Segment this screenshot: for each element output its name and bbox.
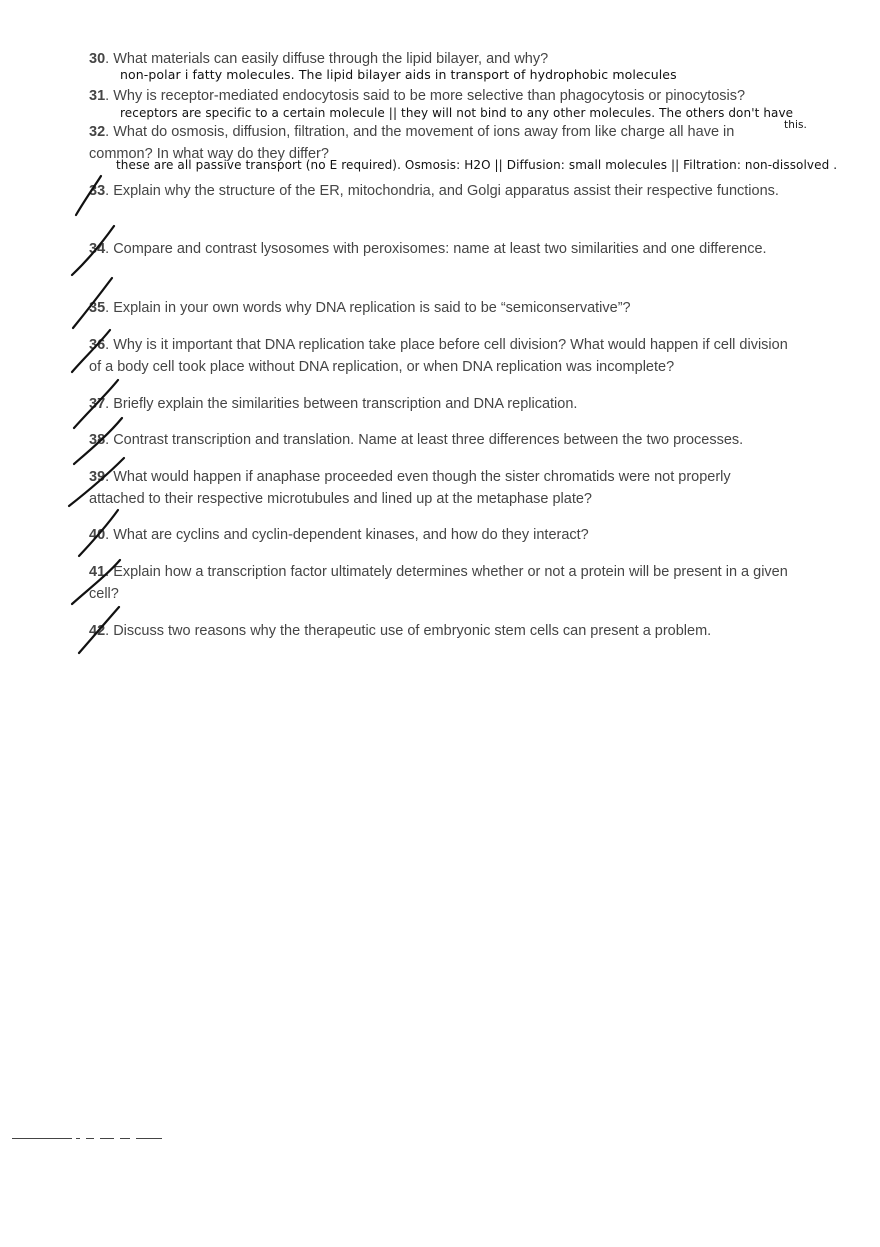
question-31 (89, 85, 789, 107)
handwritten-answer-31: receptors are specific to a certain molecule || they will not bind to any other molecules. The others don't have (120, 106, 794, 120)
question-number: 30 (89, 51, 106, 67)
question-number: 35 (89, 300, 106, 316)
question-text: . Explain in your own words why DNA replication is said to be “semiconservative”? (105, 300, 631, 316)
question-text: . What materials can easily diffuse through the lipid bilayer, and why? (105, 51, 549, 67)
question-39 (89, 466, 789, 510)
question-number: 42 (89, 623, 106, 639)
footer-rule-segment (76, 1138, 80, 1139)
question-number: 38 (89, 432, 106, 448)
question-38 (89, 429, 809, 451)
question-42 (89, 620, 789, 642)
question-text: . What do osmosis, diffusion, filtration, and the movement of ions away from like charge all have in common? In what way do they differ? (89, 124, 735, 162)
question-37 (89, 393, 789, 415)
question-text: . Explain why the structure of the ER, mitochondria, and Golgi apparatus assist their respective functions. (105, 183, 779, 199)
question-36 (89, 334, 789, 378)
footer-rule-segment (100, 1138, 114, 1139)
question-number: 39 (89, 469, 106, 485)
question-41 (89, 561, 789, 605)
question-text: . Why is it important that DNA replication take place before cell division? What would happen if cell division of a body cell took place without DNA replication, or when DNA replication was incomplete? (89, 337, 788, 375)
footer-rule-segment (86, 1138, 94, 1139)
question-number: 41 (89, 564, 106, 580)
question-number: 37 (89, 396, 106, 412)
question-35 (89, 297, 789, 319)
handwritten-answer-32: these are all passive transport (no E required). Osmosis: H2O || Diffusion: small molecules || Filtration: non-dissolved . (116, 158, 838, 172)
footer-rule-segment (136, 1138, 162, 1139)
question-33 (89, 180, 789, 202)
footer-rule (12, 1138, 162, 1139)
handwritten-answer-30: non-polar i fatty molecules. The lipid bilayer aids in transport of hydrophobic molecules (120, 67, 677, 82)
question-40 (89, 524, 789, 546)
question-number: 32 (89, 124, 106, 140)
question-number: 31 (89, 88, 106, 104)
question-number: 34 (89, 241, 106, 257)
footer-rule-segment (120, 1138, 130, 1139)
footer-rule-segment (12, 1138, 72, 1139)
question-number: 33 (89, 183, 106, 199)
question-text: . Explain how a transcription factor ultimately determines whether or not a protein will be present in a given cell? (89, 564, 788, 602)
question-text: . Why is receptor-mediated endocytosis said to be more selective than phagocytosis or pinocytosis? (105, 88, 746, 104)
question-text: . Briefly explain the similarities between transcription and DNA replication. (105, 396, 578, 412)
question-text: . What are cyclins and cyclin-dependent kinases, and how do they interact? (105, 527, 589, 543)
question-number: 40 (89, 527, 106, 543)
question-number: 36 (89, 337, 106, 353)
handwritten-answer-31-continued: this. (784, 119, 807, 131)
question-34 (89, 238, 789, 260)
question-text: . What would happen if anaphase proceeded even though the sister chromatids were not properly attached to their respective microtubules and lined up at the metaphase plate? (89, 469, 731, 507)
question-text: . Discuss two reasons why the therapeutic use of embryonic stem cells can present a problem. (105, 623, 712, 639)
question-text: . Contrast transcription and translation. Name at least three differences between the two processes. (105, 432, 744, 448)
question-text: . Compare and contrast lysosomes with peroxisomes: name at least two similarities and one difference. (105, 241, 767, 257)
